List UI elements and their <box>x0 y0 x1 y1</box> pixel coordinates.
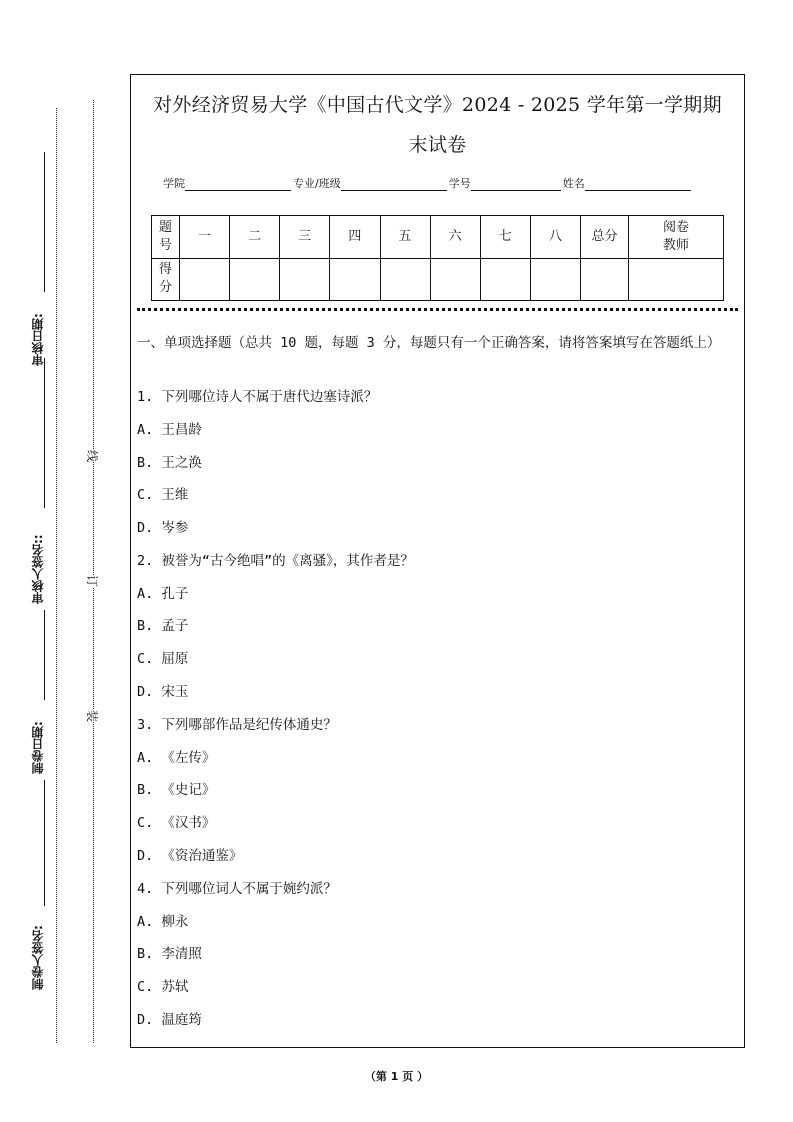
score-cell[interactable] <box>230 258 280 301</box>
score-cell[interactable] <box>530 258 580 301</box>
score-table-header-row <box>152 216 724 259</box>
col-header-grader: 阅卷教师 <box>629 216 724 259</box>
student-id-label: 学号 <box>448 177 471 190</box>
option: A. 孔子 <box>137 586 189 602</box>
major-class-field[interactable] <box>341 178 447 191</box>
compiler-sign-line <box>44 780 45 906</box>
option: D. 《资治通鉴》 <box>137 848 243 864</box>
score-cell[interactable] <box>180 258 230 301</box>
student-id-field[interactable] <box>471 178 561 191</box>
question-stem: 3. 下列哪部作品是纪传体通史？ <box>137 717 337 733</box>
compile-date-line <box>44 610 45 700</box>
score-cell-total[interactable] <box>581 258 629 301</box>
option: D. 岑参 <box>137 520 189 536</box>
college-field[interactable] <box>185 178 291 191</box>
col-header: 四 <box>330 216 380 259</box>
score-cell[interactable] <box>280 258 330 301</box>
col-header: 七 <box>480 216 530 259</box>
question-stem: 4. 下列哪位词人不属于婉约派？ <box>137 881 337 897</box>
option: C. 苏轼 <box>137 979 189 995</box>
review-date-line <box>44 152 45 292</box>
cut-mark-bind: 订 <box>85 574 100 588</box>
question-stem: 2. 被誉为“古今绝唱”的《离骚》，其作者是？ <box>137 553 414 569</box>
major-class-label: 专业/班级 <box>293 177 341 190</box>
score-table-score-row <box>152 258 724 301</box>
score-cell[interactable] <box>330 258 380 301</box>
question-stem: 1. 下列哪位诗人不属于唐代边塞诗派？ <box>137 389 378 405</box>
college-label: 学院 <box>163 177 185 190</box>
option: D. 宋玉 <box>137 684 189 700</box>
option: B. 《史记》 <box>137 782 216 798</box>
option: B. 李清照 <box>137 946 202 962</box>
binding-dotted-line-outer <box>56 108 57 1043</box>
col-header: 八 <box>530 216 580 259</box>
binding-dotted-line-inner <box>93 100 94 1043</box>
col-header: 五 <box>380 216 430 259</box>
score-cell[interactable] <box>430 258 480 301</box>
option: C. 《汉书》 <box>137 815 216 831</box>
score-cell[interactable] <box>480 258 530 301</box>
header-separator <box>137 308 738 311</box>
col-header: 三 <box>280 216 330 259</box>
cut-mark-line: 线 <box>85 449 100 463</box>
reviewer-sign-label: 审核人签名:: <box>31 534 45 604</box>
cut-mark-mount: 装 <box>85 709 100 723</box>
option: A. 王昌龄 <box>137 422 202 438</box>
col-header: 六 <box>430 216 480 259</box>
option: A. 柳永 <box>137 914 189 930</box>
page-number: （第 1 页 ） <box>364 1070 429 1083</box>
student-info-row <box>163 175 693 191</box>
option: A. 《左传》 <box>137 750 216 766</box>
name-label: 姓名 <box>562 177 585 190</box>
option: C. 屈原 <box>137 651 189 667</box>
score-cell-grader[interactable] <box>629 258 724 301</box>
review-date-label: 审核日期: <box>31 313 45 366</box>
option: D. 温庭筠 <box>137 1012 202 1028</box>
compile-date-label: 制卷日期: <box>31 721 45 774</box>
col-header: 二 <box>230 216 280 259</box>
exam-title-line2: 末试卷 <box>408 134 467 156</box>
score-label: 得分 <box>152 258 180 301</box>
option: C. 王维 <box>137 487 189 503</box>
option: B. 孟子 <box>137 618 189 634</box>
score-cell[interactable] <box>380 258 430 301</box>
section-heading: 一、单项选择题（总共 10 题，每题 3 分，每题只有一个正确答案，请将答案填写在答题纸上） <box>137 335 721 351</box>
compiler-sign-label: 制卷人签名: <box>31 925 45 990</box>
exam-title-line1: 对外经济贸易大学《中国古代文学》2024 - 2025 学年第一学期期 <box>153 94 722 116</box>
question-number-label: 题号 <box>152 216 180 259</box>
reviewer-sign-line <box>44 358 45 508</box>
score-table <box>151 215 724 301</box>
col-header-total: 总分 <box>581 216 629 259</box>
col-header: 一 <box>180 216 230 259</box>
name-field[interactable] <box>585 178 691 191</box>
option: B. 王之涣 <box>137 455 202 471</box>
